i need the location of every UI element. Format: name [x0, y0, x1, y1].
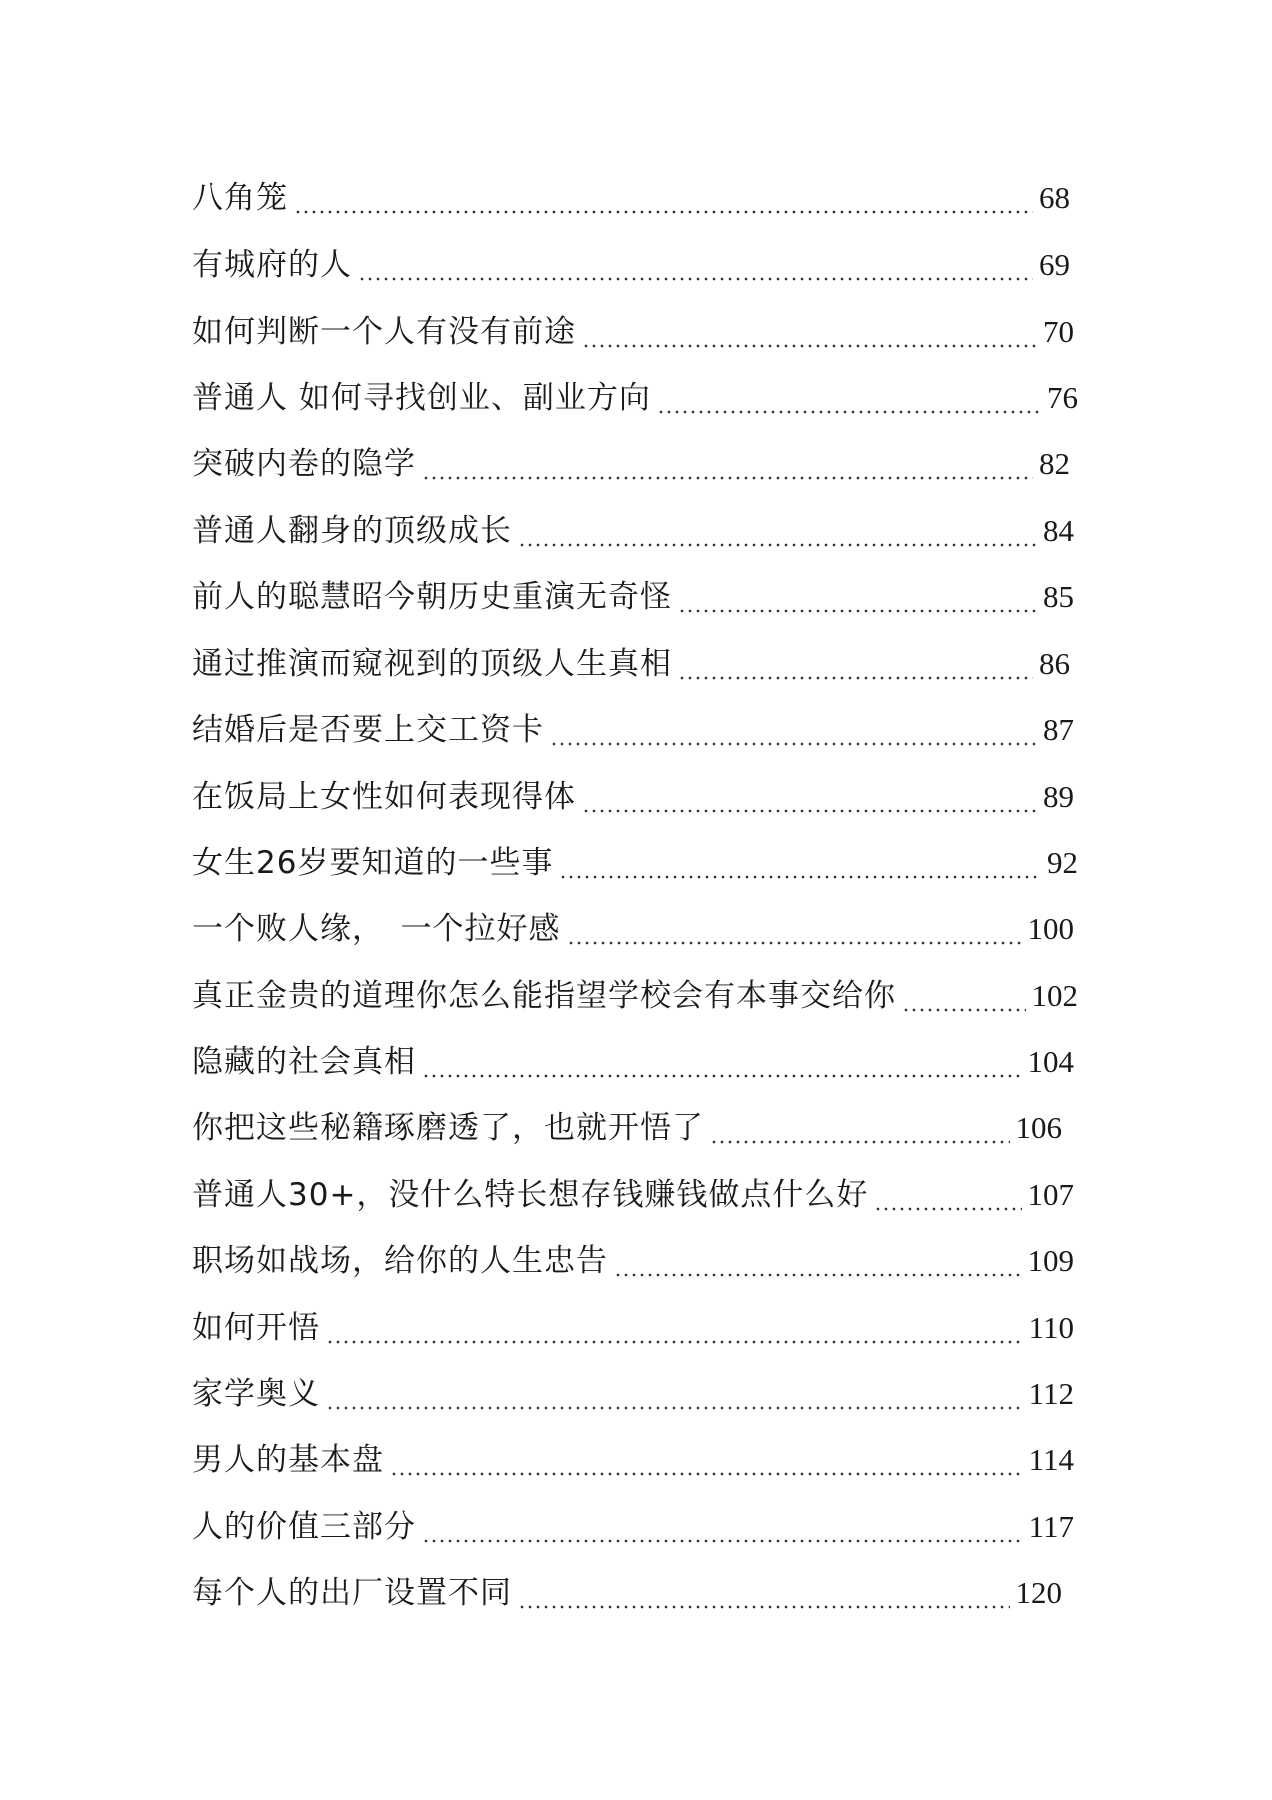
dot-leader: [657, 378, 1041, 418]
dot-leader: [582, 777, 1037, 817]
toc-entry-page: 120: [1015, 1575, 1062, 1610]
toc-entry-title: 职场如战场，给你的人生忠告: [192, 1243, 608, 1279]
toc-entry: [192, 304, 1074, 352]
toc-entry-page: 68: [1039, 180, 1070, 215]
toc-entry-page: 104: [1027, 1044, 1074, 1079]
toc-entry-title: 家学奥义: [192, 1376, 320, 1412]
dot-leader: [422, 1042, 1022, 1082]
dot-leader: [390, 1440, 1023, 1480]
toc-entry-page: 110: [1028, 1310, 1074, 1345]
toc-entry: [192, 503, 1074, 551]
toc-entry: [192, 1233, 1074, 1281]
toc-entry-page: 76: [1047, 380, 1078, 415]
toc-entry: [192, 702, 1074, 750]
toc-entry-title: 突破内卷的隐学: [192, 446, 416, 482]
toc-entry-title: 如何判断一个人有没有前途: [192, 314, 576, 350]
dot-leader: [567, 909, 1022, 949]
toc-entry: [192, 636, 1070, 684]
toc-entry-page: 70: [1043, 314, 1074, 349]
toc-entry-page: 112: [1028, 1376, 1074, 1411]
dot-leader: [518, 1573, 1010, 1613]
dot-leader: [294, 178, 1033, 218]
dot-leader: [422, 444, 1033, 484]
dot-leader: [614, 1241, 1022, 1281]
toc-entry: [192, 170, 1070, 218]
toc-entry: [192, 1034, 1074, 1082]
toc-entry-page: 106: [1015, 1110, 1062, 1145]
toc-entry-title: 结婚后是否要上交工资卡: [192, 712, 544, 748]
toc-entry-title: 如何开悟: [192, 1310, 320, 1346]
dot-leader: [874, 1175, 1021, 1215]
toc-entry: [192, 968, 1078, 1016]
toc-entry: [192, 1300, 1074, 1348]
toc-entry-title: 普通人30+，没什么特长想存钱赚钱做点什么好: [192, 1177, 869, 1213]
toc-entry-title: 人的价值三部分: [192, 1509, 416, 1545]
toc-entry-page: 114: [1028, 1442, 1074, 1477]
toc-entry: [192, 1565, 1062, 1613]
toc-entry-page: 100: [1027, 911, 1074, 946]
dot-leader: [710, 1108, 1010, 1148]
toc-entry-page: 84: [1043, 513, 1074, 548]
dot-leader: [358, 245, 1033, 285]
toc-entry-title: 有城府的人: [192, 247, 352, 283]
dot-leader: [582, 312, 1037, 352]
toc-entry-title: 男人的基本盘: [192, 1442, 384, 1478]
toc-entry-page: 107: [1027, 1177, 1074, 1212]
toc-entry-page: 92: [1047, 845, 1078, 880]
dot-leader: [550, 710, 1037, 750]
dot-leader: [326, 1374, 1023, 1414]
toc-entry-title: 前人的聪慧昭今朝历史重演无奇怪: [192, 579, 672, 615]
toc-entry: [192, 237, 1070, 285]
toc-entry-page: 89: [1043, 779, 1074, 814]
toc-entry-page: 82: [1039, 446, 1070, 481]
dot-leader: [678, 644, 1033, 684]
toc-entry: [192, 901, 1074, 949]
toc-entry-page: 109: [1027, 1243, 1074, 1278]
dot-leader: [422, 1507, 1023, 1547]
toc-entry-title: 普通人 如何寻找创业、副业方向: [192, 380, 651, 416]
toc-entry-page: 102: [1031, 978, 1078, 1013]
dot-leader: [678, 577, 1037, 617]
toc-entry-page: 86: [1039, 646, 1070, 681]
toc-entry-title: 在饭局上女性如何表现得体: [192, 779, 576, 815]
toc-entry-title: 你把这些秘籍琢磨透了，也就开悟了: [192, 1110, 704, 1146]
toc-entry: [192, 569, 1074, 617]
toc-entry-title: 八角笼: [192, 180, 288, 216]
toc-entry: [192, 1100, 1062, 1148]
dot-leader: [326, 1308, 1023, 1348]
dot-leader: [559, 843, 1041, 883]
toc-entry: [192, 436, 1070, 484]
dot-leader: [518, 511, 1037, 551]
toc-entry-page: 69: [1039, 247, 1070, 282]
toc-entry-title: 每个人的出厂设置不同: [192, 1575, 512, 1611]
toc-entry: [192, 1499, 1074, 1547]
toc-entry-page: 87: [1043, 712, 1074, 747]
toc-entry-title: 一个败人缘， 一个拉好感: [192, 911, 561, 947]
toc-entry: [192, 835, 1078, 883]
toc-entry-title: 女生26岁要知道的一些事: [192, 845, 554, 881]
dot-leader: [902, 976, 1026, 1016]
toc-entry: [192, 1432, 1074, 1480]
toc-entry-title: 通过推演而窥视到的顶级人生真相: [192, 646, 672, 682]
toc-entry: [192, 1167, 1074, 1215]
toc-entry: [192, 1366, 1074, 1414]
toc-entry-page: 85: [1043, 579, 1074, 614]
toc-entry: [192, 769, 1074, 817]
toc-entry-page: 117: [1028, 1509, 1074, 1544]
toc-entry-title: 普通人翻身的顶级成长: [192, 513, 512, 549]
toc-entry: [192, 370, 1078, 418]
toc-entry-title: 隐藏的社会真相: [192, 1044, 416, 1080]
toc-entry-title: 真正金贵的道理你怎么能指望学校会有本事交给你: [192, 978, 896, 1014]
